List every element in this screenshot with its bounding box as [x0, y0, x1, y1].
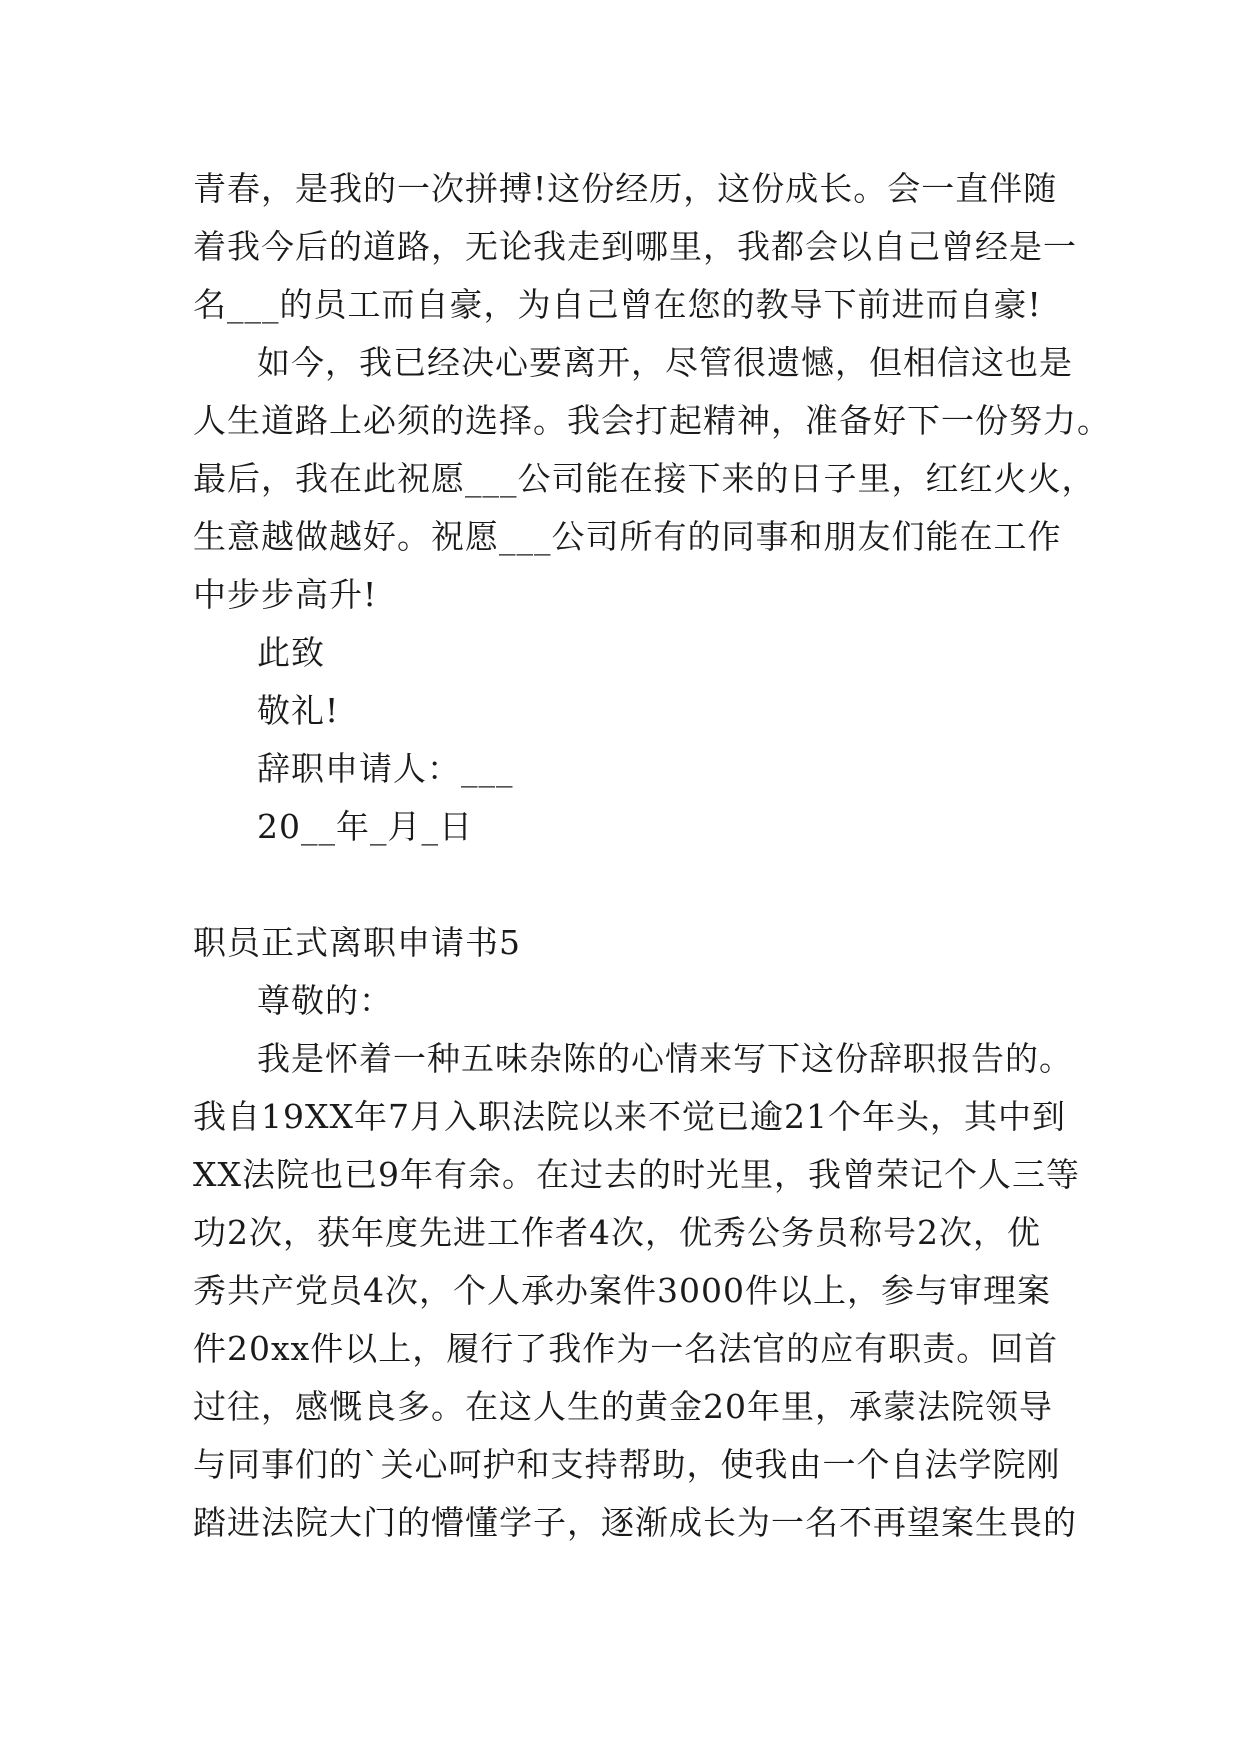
letter-greeting: 尊敬的：: [257, 981, 393, 1020]
applicant-signature: 辞职申请人：___: [257, 749, 514, 788]
text-line: 生意越做越好。祝愿___公司所有的同事和朋友们能在工作: [193, 517, 1062, 556]
text-line: 人生道路上必须的选择。我会打起精神，准备好下一份努力。: [193, 401, 1111, 440]
text-line: 功2次，获年度先进工作者4次，优秀公务员称号2次，优: [193, 1213, 1041, 1252]
text-line: 名___的员工而自豪，为自己曾在您的教导下前进而自豪!: [193, 285, 1042, 324]
closing-salutation: 此致: [257, 633, 325, 672]
text-line: 如今，我已经决心要离开，尽管很遗憾，但相信这也是: [257, 343, 1073, 382]
section-title: 职员正式离职申请书5: [193, 923, 521, 962]
closing-respect: 敬礼!: [257, 691, 340, 730]
section-spacer: [193, 856, 1073, 914]
text-line: 踏进法院大门的懵懂学子，逐渐成长为一名不再望案生畏的: [193, 1503, 1077, 1542]
letter-5: [193, 914, 1080, 1552]
text-line: 最后，我在此祝愿___公司能在接下来的日子里，红红火火，: [193, 459, 1096, 498]
text-line: 我是怀着一种五味杂陈的心情来写下这份辞职报告的。: [257, 1039, 1073, 1078]
text-line: 过往，感慨良多。在这人生的黄金20年里，承蒙法院领导: [193, 1387, 1053, 1426]
paragraph-farewell: [193, 334, 1111, 624]
text-line: 件20xx件以上，履行了我作为一名法官的应有职责。回首: [193, 1329, 1059, 1368]
text-line: 青春，是我的一次拼搏!这份经历，这份成长。会一直伴随: [193, 169, 1058, 208]
letter-closing: [193, 624, 1073, 856]
paragraph-pride: [193, 160, 1077, 334]
text-line: 中步步高升!: [193, 575, 378, 614]
text-line: 秀共产党员4次，个人承办案件3000件以上，参与审理案: [193, 1271, 1051, 1310]
text-line: 与同事们的`关心呵护和支持帮助，使我由一个自法学院刚: [193, 1445, 1061, 1484]
document-page: [193, 160, 1111, 1552]
text-line: XX法院也已9年有余。在过去的时光里，我曾荣记个人三等: [193, 1155, 1080, 1194]
text-line: 着我今后的道路，无论我走到哪里，我都会以自己曾经是一: [193, 227, 1077, 266]
text-line: 我自19XX年7月入职法院以来不觉已逾21个年头，其中到: [193, 1097, 1066, 1136]
letter-date: 20__年_月_日: [257, 807, 473, 846]
